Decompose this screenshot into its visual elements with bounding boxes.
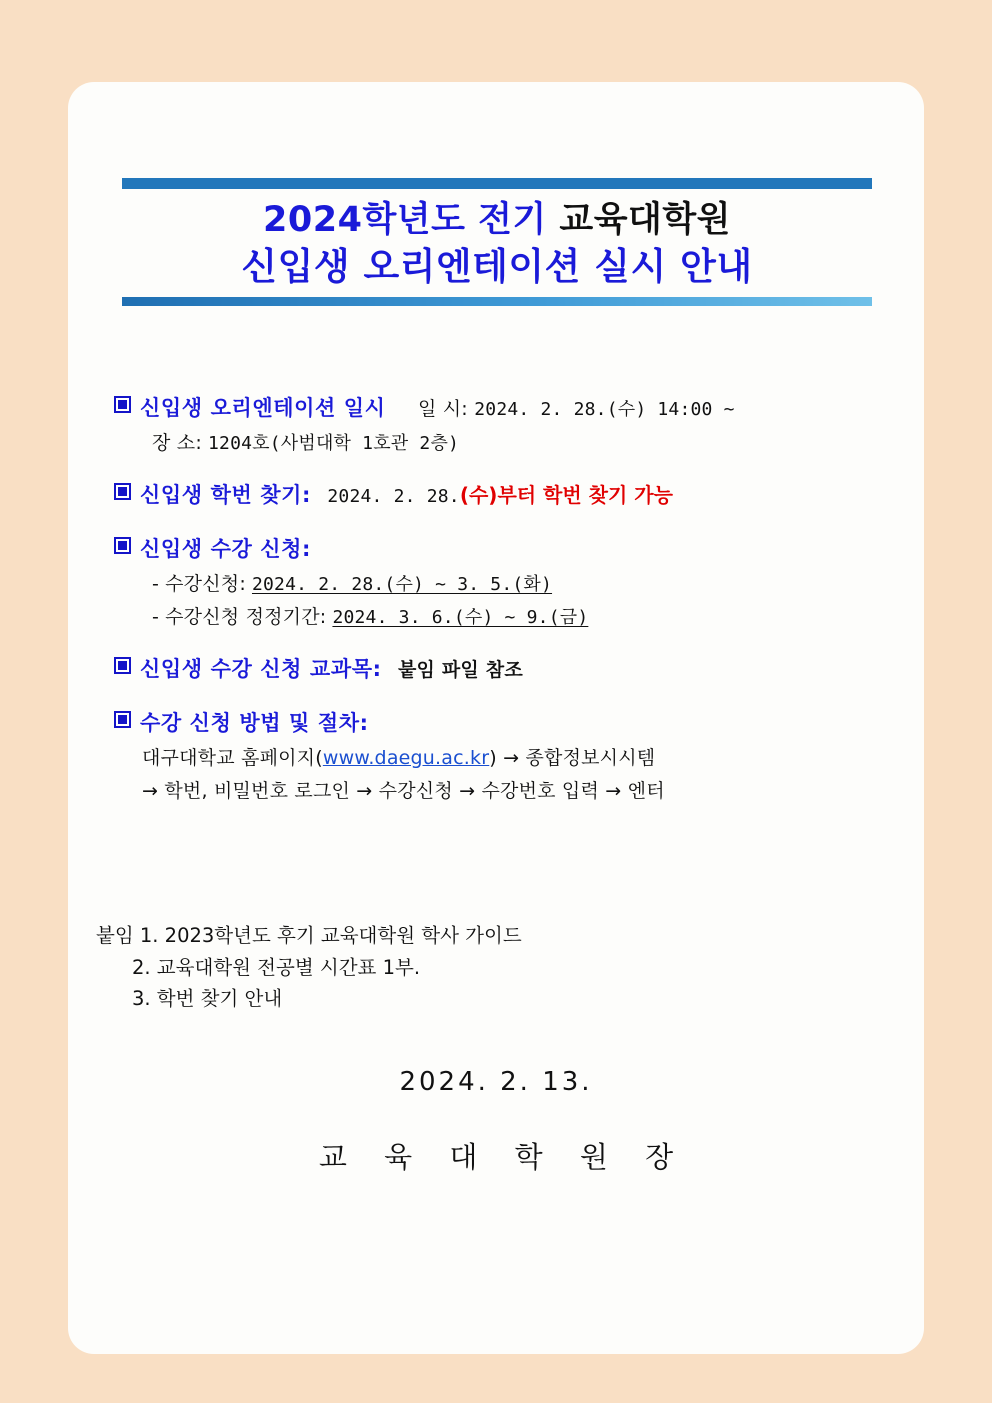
item-4-label: 신입생 수강 신청 교과목: [140,657,382,681]
item-course-subjects [114,653,904,683]
item-3-sub-1-text: 수강신청: [165,573,246,595]
item-3-sub-1-dash: - [152,573,160,595]
item-1-sub-label: 장 소: [152,432,202,454]
title-rule-top [122,178,872,189]
document-inner [68,82,924,1354]
item-course-registration [114,533,904,629]
attachment-heading: 붙임 1. 2023학년도 후기 교육대학원 학사 가이드 [96,924,522,947]
item-5-line-1 [142,743,904,770]
title-line-1-rest: 교육대학원 [559,200,731,240]
title-line-1 [122,199,872,242]
item-1-sub-value: 1204호(사범대학 1호관 2층) [208,433,460,454]
daegu-homepage-link[interactable]: www.daegu.ac.kr [322,747,490,769]
document-paper [68,82,924,1354]
item-orientation-datetime [114,392,904,455]
item-3-sub-2-text: 수강신청 정정기간: [165,606,327,628]
document-date: 2024. 2. 13. [399,1067,593,1097]
bullet-square-icon [114,711,131,728]
item-2-label: 신입생 학번 찾기: [140,483,312,507]
item-3-sub-1-period: 2024. 2. 28.(수) ~ 3. 5.(화) [251,574,553,595]
body-block [114,392,904,827]
item-5-line-2-text: → 학번, 비밀번호 로그인 → 수강신청 → 수강번호 입력 → 엔터 [142,780,665,802]
item-1-value-label: 일 시: [417,398,468,420]
item-2-value-highlight: (수)부터 학번 찾기 가능 [459,483,673,507]
title-rule-bottom [122,297,872,306]
item-2-value-prefix: 2024. 2. 28. [327,486,460,507]
item-1-label: 신입생 오리엔테이션 일시 [140,396,386,420]
bullet-square-icon [114,537,131,554]
title-line-2: 신입생 오리엔테이션 실시 안내 [241,244,753,288]
bullet-square-icon [114,657,131,674]
item-4-value: 붙임 파일 참조 [397,659,523,681]
item-1-value: 2024. 2. 28.(수) 14:00 ~ [474,399,735,420]
item-registration-procedure [114,707,904,803]
item-5-label: 수강 신청 방법 및 절차: [140,711,369,735]
attachments-block [96,920,896,1015]
title-line-1-highlight: 2024학년도 전기 [263,200,560,240]
item-3-sub-2-period: 2024. 3. 6.(수) ~ 9.(금) [332,607,589,628]
bullet-square-icon [114,483,131,500]
item-5-line-1-pre: 대구대학교 홈페이지( [142,747,323,769]
item-3-label: 신입생 수강 신청: [140,537,312,561]
item-3-sub-2 [152,602,904,629]
item-student-id-lookup [114,479,904,509]
attachment-item-3: 3. 학번 찾기 안내 [132,987,283,1011]
item-3-sub-1 [152,569,904,596]
item-5-line-1-post: ) → 종합정보시시템 [489,747,656,769]
bullet-square-icon [114,396,131,413]
title-block [122,178,872,306]
attachment-item-2: 2. 교육대학원 전공별 시간표 1부. [132,955,421,979]
document-signer: 교 육 대 학 원 장 [318,1140,688,1174]
item-3-sub-2-dash: - [152,606,160,628]
item-5-line-2 [142,776,904,803]
